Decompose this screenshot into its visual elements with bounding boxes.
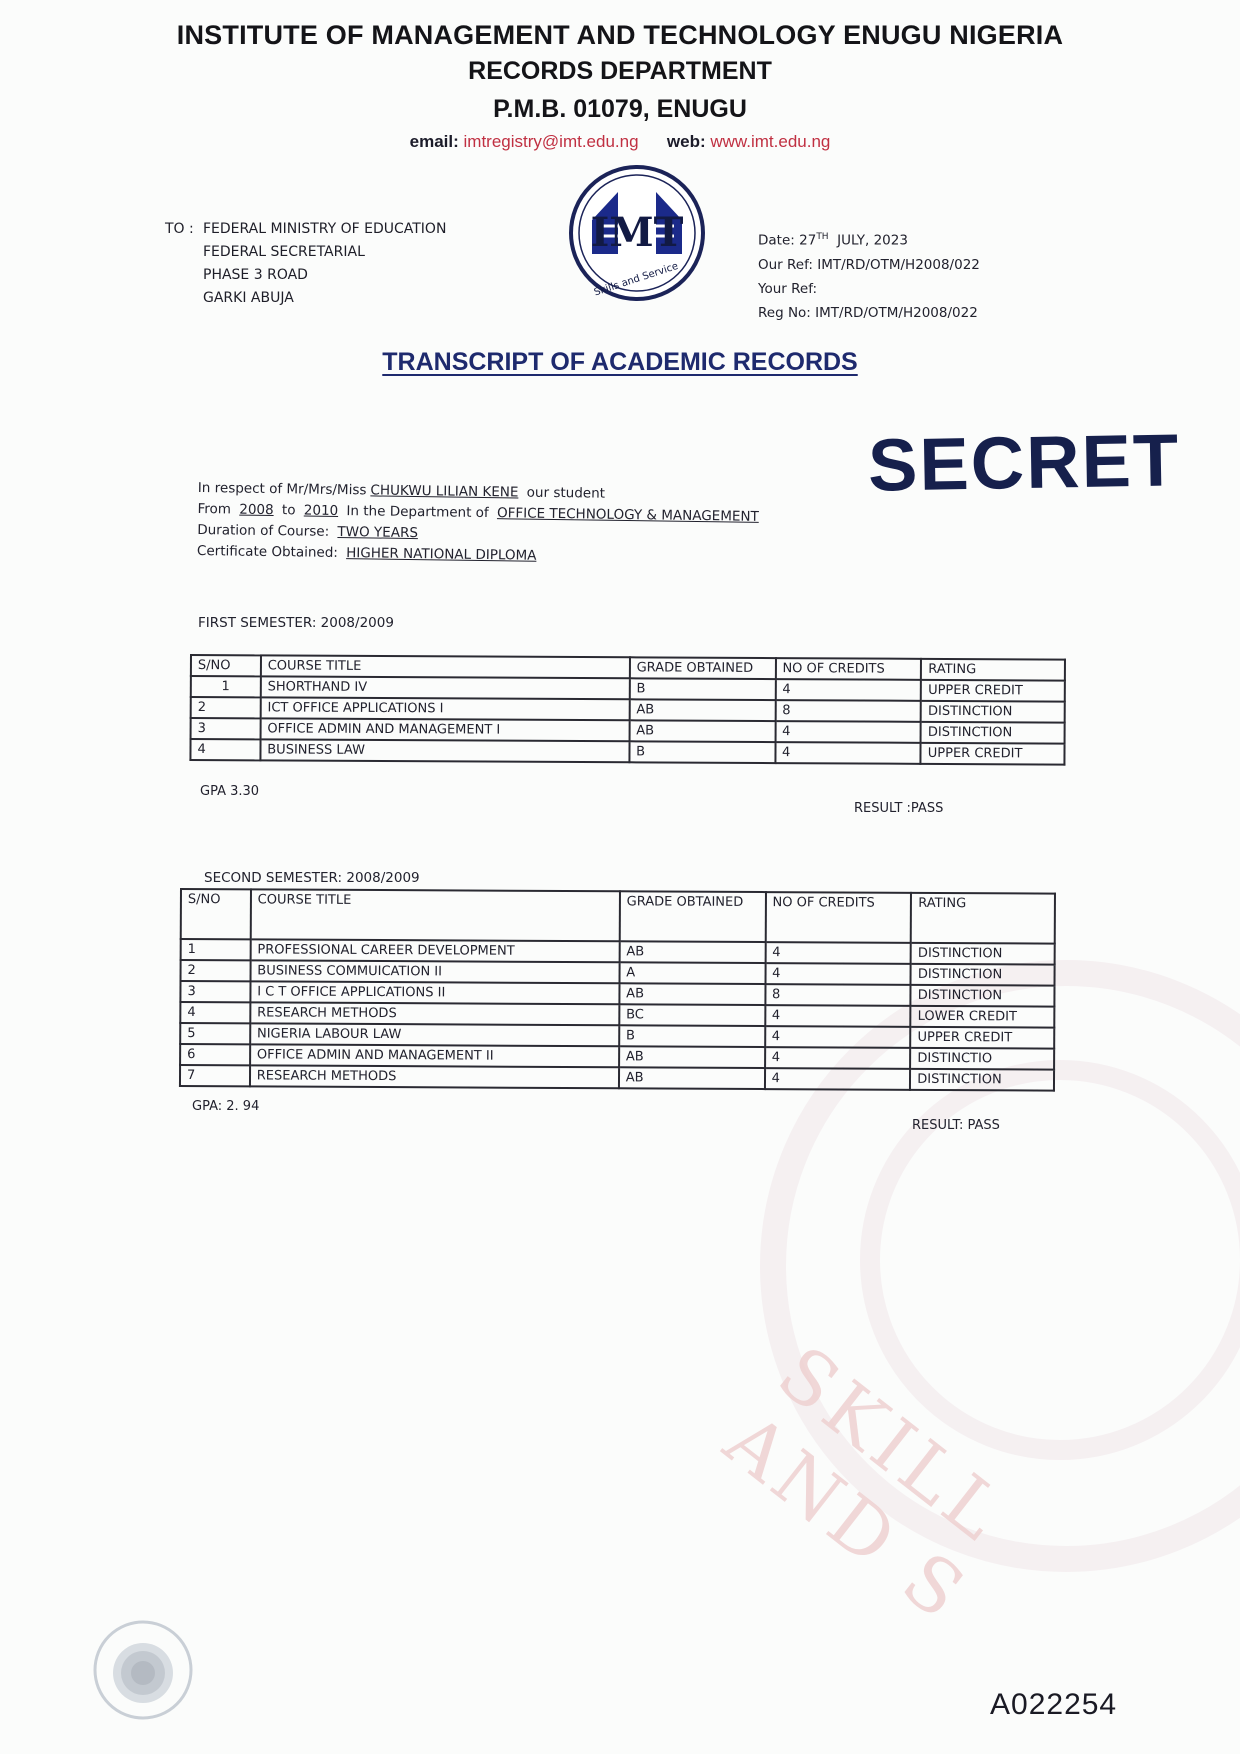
duration-value: TWO YEARS: [337, 523, 419, 542]
recipient-line: GARKI ABUJA: [203, 290, 294, 306]
cell-grade: A: [619, 962, 765, 984]
recipient-line: FEDERAL SECRETARIAL: [203, 244, 365, 260]
to-label: to: [281, 502, 296, 519]
your-ref-label: Your Ref:: [758, 280, 818, 297]
cell-grade: AB: [629, 699, 775, 721]
secret-stamp: SECRET: [867, 418, 1181, 507]
cell-credits: 4: [765, 1068, 911, 1090]
second-semester-table: [179, 888, 1056, 1092]
cell-credits: 8: [765, 984, 911, 1006]
cell-rating: DISTINCTION: [910, 1069, 1054, 1091]
cell-grade: AB: [619, 1046, 765, 1068]
cell-grade: BC: [619, 1004, 765, 1026]
cell-sno: 4: [180, 1002, 250, 1023]
our-ref-line: [758, 253, 980, 277]
date-line: [758, 225, 980, 253]
first-semester-result: RESULT :PASS: [854, 801, 944, 816]
cell-rating: UPPER CREDIT: [921, 743, 1065, 765]
embossed-seal-icon: [88, 1615, 198, 1725]
cell-credits: 4: [765, 1005, 911, 1027]
first-semester-label: FIRST SEMESTER: 2008/2009: [198, 615, 394, 631]
cell-grade: B: [629, 678, 775, 700]
cell-sno: 6: [180, 1044, 250, 1065]
student-name: CHUKWU LILIAN KENE: [370, 482, 519, 501]
cell-course-title: SHORTHAND IV: [261, 676, 630, 699]
cell-credits: 8: [775, 700, 921, 722]
cell-credits: 4: [765, 942, 911, 964]
cell-grade: AB: [629, 720, 775, 742]
student-details: [197, 478, 763, 570]
certificate-value: HIGHER NATIONAL DIPLOMA: [346, 545, 537, 564]
cell-course-title: RESEARCH METHODS: [250, 1065, 619, 1088]
reg-no-label: Reg No:: [758, 304, 811, 321]
cell-sno: 3: [191, 718, 261, 739]
document-title: TRANSCRIPT OF ACADEMIC RECORDS: [382, 348, 858, 376]
cell-sno: 1: [181, 939, 251, 960]
cell-rating: LOWER CREDIT: [911, 1006, 1055, 1028]
cell-rating: DISTINCTION: [921, 722, 1065, 744]
recipient-line: FEDERAL MINISTRY OF EDUCATION: [203, 221, 447, 237]
table-row: [190, 739, 1064, 765]
to-year: 2010: [303, 502, 339, 519]
cell-credits: 4: [775, 742, 921, 764]
department-name: RECORDS DEPARTMENT: [468, 57, 772, 85]
second-semester-gpa: GPA: 2. 94: [192, 1099, 260, 1114]
logo-motto: Skills and Service: [592, 260, 680, 299]
header-course-title: COURSE TITLE: [250, 889, 619, 941]
date-label: Date:: [758, 232, 795, 249]
header-grade: GRADE OBTAINED: [630, 657, 776, 679]
header-rating: RATING: [911, 893, 1055, 944]
cell-sno: 2: [181, 960, 251, 981]
your-ref-line: [758, 277, 980, 301]
web-label: web:: [666, 132, 706, 151]
student-name-suffix: our student: [526, 484, 606, 502]
table-row: [180, 1065, 1054, 1091]
our-ref-label: Our Ref:: [758, 256, 813, 273]
student-department: OFFICE TECHNOLOGY & MANAGEMENT: [496, 505, 759, 525]
cell-rating: UPPER CREDIT: [921, 680, 1065, 702]
cell-sno: 5: [180, 1023, 250, 1044]
cell-credits: 4: [775, 679, 921, 701]
cell-course-title: OFFICE ADMIN AND MANAGEMENT I: [260, 718, 629, 741]
cell-sno: 3: [180, 981, 250, 1002]
header-grade: GRADE OBTAINED: [619, 891, 765, 942]
header-sno: S/NO: [181, 889, 251, 939]
cell-grade: B: [629, 741, 775, 763]
header-credits: NO OF CREDITS: [765, 892, 911, 943]
our-ref-value: IMT/RD/OTM/H2008/022: [817, 256, 980, 273]
header-course-title: COURSE TITLE: [261, 655, 630, 678]
cell-course-title: PROFESSIONAL CAREER DEVELOPMENT: [250, 939, 619, 962]
cell-sno: 7: [180, 1065, 250, 1086]
cell-course-title: RESEARCH METHODS: [250, 1002, 619, 1025]
from-year: 2008: [239, 501, 274, 519]
cell-rating: DISTINCTION: [911, 943, 1055, 965]
web-link[interactable]: www.imt.edu.ng: [710, 132, 831, 151]
cell-credits: 4: [765, 1026, 911, 1048]
header-sno: S/NO: [191, 655, 261, 676]
cell-credits: 4: [765, 1047, 911, 1069]
logo-text: IMT: [590, 209, 684, 256]
department-label: In the Department of: [346, 503, 489, 522]
cell-grade: B: [619, 1025, 765, 1047]
contact-line: [0, 132, 1240, 152]
cell-grade: AB: [619, 1067, 765, 1089]
cell-rating: DISTINCTION: [911, 964, 1055, 986]
cell-grade: AB: [619, 983, 765, 1005]
email-label: email:: [409, 132, 459, 151]
from-label: From: [197, 500, 232, 518]
cell-sno: 2: [191, 697, 261, 718]
duration-label: Duration of Course:: [197, 521, 330, 540]
header-rating: RATING: [921, 659, 1065, 681]
postal-address: P.M.B. 01079, ENUGU: [493, 95, 747, 123]
table-header-row: [181, 889, 1055, 944]
recipient-address: [165, 218, 446, 310]
header-credits: NO OF CREDITS: [775, 658, 921, 680]
cell-course-title: BUSINESS COMMUICATION II: [250, 960, 619, 983]
cell-course-title: BUSINESS LAW: [260, 739, 629, 762]
date-day: 27: [799, 232, 817, 249]
cell-credits: 4: [775, 721, 921, 743]
cell-course-title: OFFICE ADMIN AND MANAGEMENT II: [250, 1044, 619, 1067]
recipient-line: PHASE 3 ROAD: [203, 267, 308, 283]
watermark-text: SKILL AND S: [709, 1330, 1023, 1640]
cell-sno: 1: [191, 676, 261, 697]
reg-no-value: IMT/RD/OTM/H2008/022: [815, 304, 978, 321]
imt-logo: [566, 162, 708, 304]
cell-rating: DISTINCTION: [911, 985, 1055, 1007]
recipient-prefix: TO :: [165, 221, 194, 237]
cell-course-title: I C T OFFICE APPLICATIONS II: [250, 981, 619, 1004]
second-semester-label: SECOND SEMESTER: 2008/2009: [204, 870, 420, 886]
first-semester-gpa: GPA 3.30: [200, 784, 260, 799]
respect-label: In respect of Mr/Mrs/Miss: [197, 479, 367, 499]
date-suffix: TH: [816, 232, 829, 242]
cell-course-title: NIGERIA LABOUR LAW: [250, 1023, 619, 1046]
second-semester-result: RESULT: PASS: [912, 1118, 1000, 1133]
serial-number: A022254: [990, 1688, 1118, 1721]
institution-name: INSTITUTE OF MANAGEMENT AND TECHNOLOGY ENUGU NIGERIA: [176, 20, 1064, 50]
cell-rating: DISTINCTIO: [910, 1048, 1054, 1070]
certificate-label: Certificate Obtained:: [196, 542, 338, 561]
cell-sno: 4: [190, 739, 260, 760]
first-semester-table: [189, 654, 1066, 766]
cell-grade: AB: [619, 941, 765, 963]
cell-rating: DISTINCTION: [921, 701, 1065, 723]
cell-course-title: ICT OFFICE APPLICATIONS I: [260, 697, 629, 720]
reference-block: [758, 225, 980, 325]
date-rest: JULY, 2023: [837, 232, 908, 249]
cell-rating: UPPER CREDIT: [910, 1027, 1054, 1049]
cell-credits: 4: [765, 963, 911, 985]
reg-no-line: [758, 301, 980, 325]
email-link[interactable]: imtregistry@imt.edu.ng: [463, 132, 639, 151]
